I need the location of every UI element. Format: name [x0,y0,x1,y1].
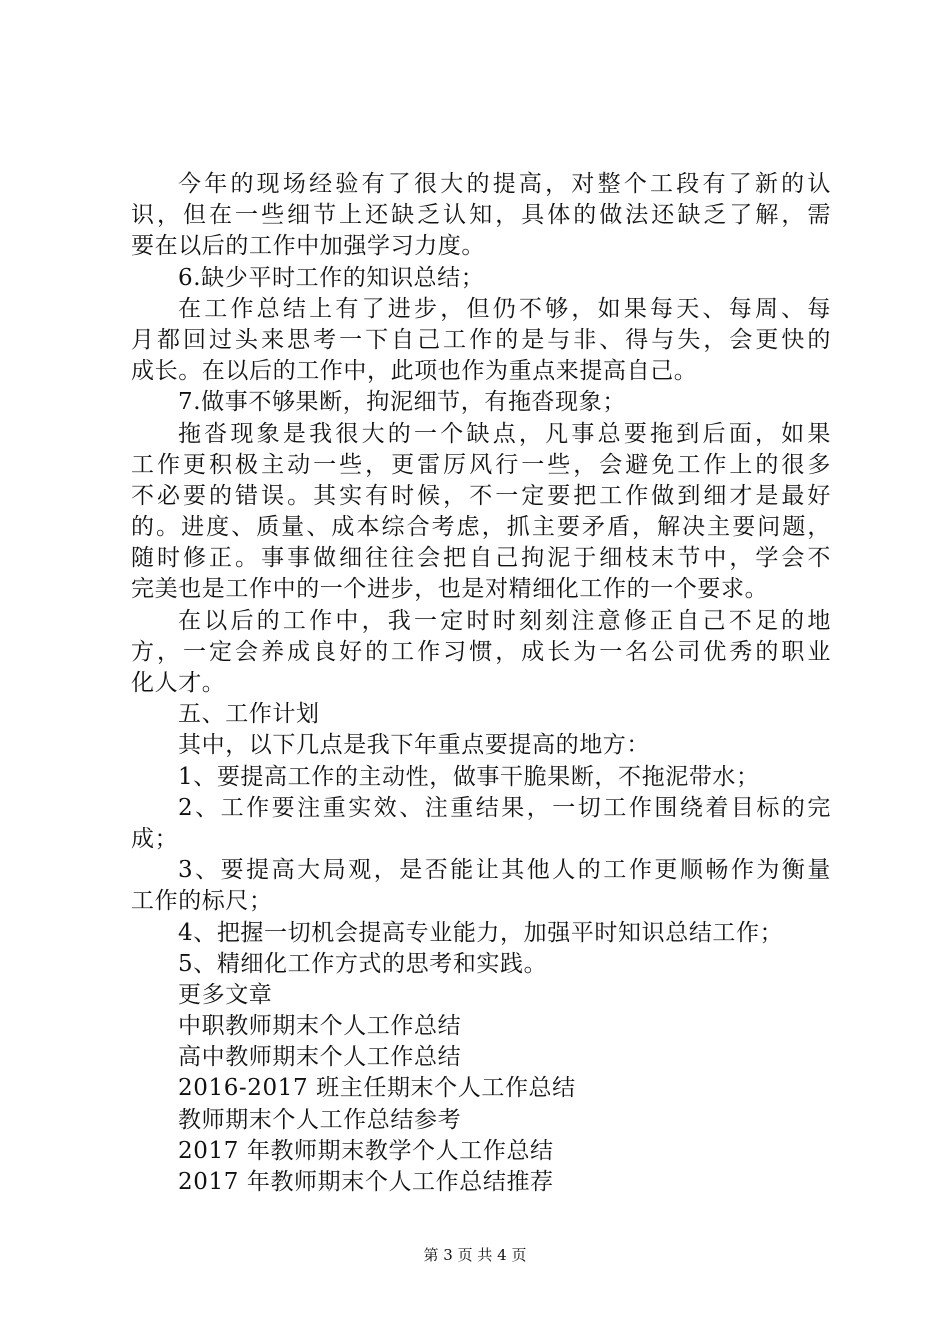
body-text [131,169,831,980]
paragraph-line: 4、把握一切机会提高专业能力，加强平时知识总结工作； [178,919,784,946]
paragraph-line: 成； [131,825,179,852]
related-article-link[interactable]: 教师期末个人工作总结参考 [178,1106,462,1133]
paragraph-line: 不必要的错误。其实有时候，不一定要把工作做到细才是最好 [131,482,831,509]
paragraph-line: 1、要提高工作的主动性，做事干脆果断，不拖泥带水； [178,763,760,790]
paragraph-line: 在工作总结上有了进步，但仍不够，如果每天、每周、每 [178,295,831,322]
paragraph-line: 5、精细化工作方式的思考和实践。 [178,950,548,977]
paragraph-line: 的。进度、质量、成本综合考虑，抓主要矛盾，解决主要问题， [131,514,831,541]
related-article-link[interactable]: 2016-2017 班主任期末个人工作总结 [178,1075,576,1102]
more-articles-heading: 更多文章 [178,981,273,1008]
paragraph-line: 工作的标尺； [131,888,273,915]
paragraph-line: 工作更积极主动一些，更雷厉风行一些，会避免工作上的很多 [131,451,831,478]
paragraph-line: 3、要提高大局观，是否能让其他人的工作更顺畅作为衡量 [178,857,831,884]
paragraph-line: 要在以后的工作中加强学习力度。 [131,233,485,260]
paragraph-line: 方，一定会养成良好的工作习惯，成长为一名公司优秀的职业 [131,638,831,665]
related-article-link[interactable]: 2017 年教师期末个人工作总结推荐 [178,1169,554,1195]
more-articles-list [131,1011,831,1198]
paragraph-line: 今年的现场经验有了很大的提高，对整个工段有了新的认 [178,171,831,197]
paragraph-line: 2、工作要注重实效、注重结果，一切工作围绕着目标的完 [178,794,831,821]
paragraph-line: 月都回过头来思考一下自己工作的是与非、得与失，会更快的 [131,326,831,353]
document-body [131,169,831,1198]
page-footer: 第 3 页 共 4 页 [423,1246,527,1264]
related-article-link[interactable]: 高中教师期末个人工作总结 [178,1044,462,1071]
related-article-link[interactable]: 中职教师期末个人工作总结 [178,1013,462,1040]
paragraph-line: 拖沓现象是我很大的一个缺点，凡事总要拖到后面，如果 [178,420,831,447]
paragraph-line: 完美也是工作中的一个进步，也是对精细化工作的一个要求。 [131,576,769,603]
paragraph-line: 识，但在一些细节上还缺乏认知，具体的做法还缺乏了解，需 [131,202,831,229]
related-article-link[interactable]: 2017 年教师期末教学个人工作总结 [178,1137,554,1164]
paragraph-line: 随时修正。事事做细往往会把自己拘泥于细枝末节中，学会不 [131,545,831,572]
paragraph-line: 其中，以下几点是我下年重点要提高的地方： [178,732,650,759]
paragraph-line: 成长。在以后的工作中，此项也作为重点来提高自己。 [131,358,698,385]
paragraph-line: 五、工作计划 [178,701,320,728]
paragraph-line: 6.缺少平时工作的知识总结； [178,264,485,291]
paragraph-line: 7.做事不够果断，拘泥细节，有拖沓现象； [178,389,626,416]
paragraph-line: 化人才。 [131,670,226,696]
paragraph-line: 在以后的工作中，我一定时时刻刻注意修正自己不足的地 [178,607,831,634]
